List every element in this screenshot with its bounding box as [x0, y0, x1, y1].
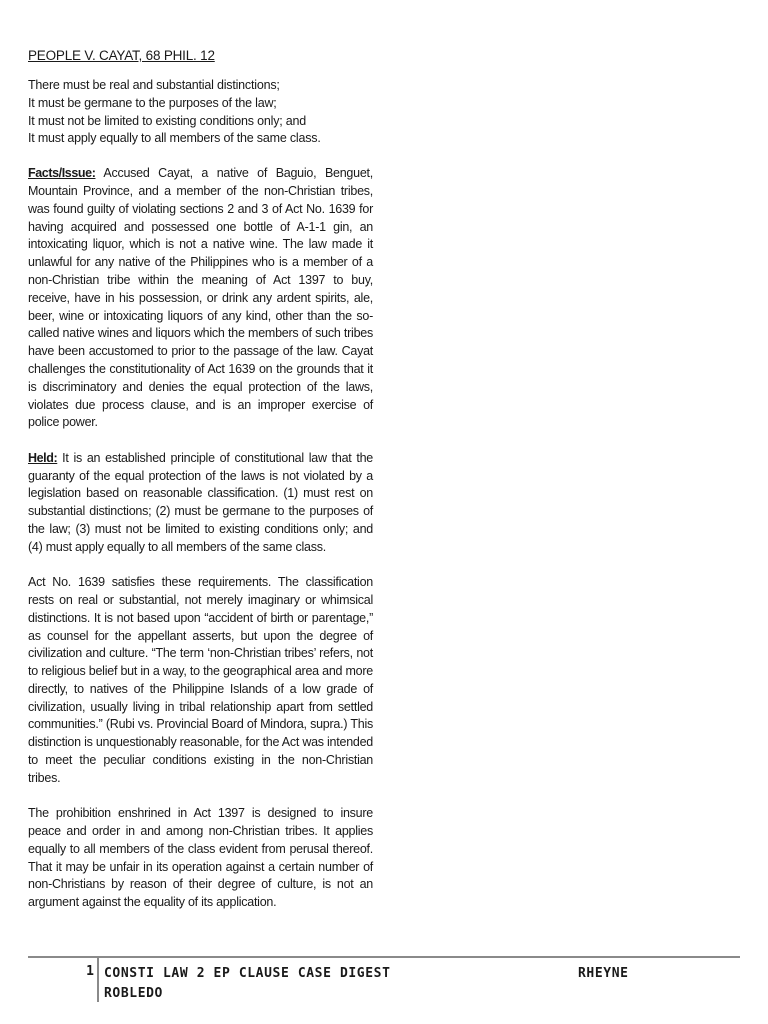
- footer-course: CONSTI LAW 2 EP CLAUSE CASE DIGEST: [104, 966, 391, 981]
- held-label: Held:: [28, 450, 58, 465]
- held-paragraph: [28, 450, 373, 557]
- act-paragraph: Act No. 1639 satisfies these requirements. The classification rests on real or substantial, not merely imaginary or whimsical distinctions. It is not based upon “accident of birth or parentage,” as counsel for the appellant asserts, but upon the degree of civilization and culture. “The term ‘non-Christian tribes’ refers, not to religious belief but in a way, to the geographical area and more directly, to natives of the Philippine Islands of a low grade of civilization, usually living in tribal relationship apart from settled communities.” (Rubi vs. Provincial Board of Mindora, supra.) This distinction is unquestionably reasonable, for the Act was intended to meet the peculiar conditions existing in the non-Christian tribes.: [28, 575, 373, 785]
- footer-divider: [97, 958, 99, 1002]
- footer-author-first: RHEYNE: [578, 966, 629, 981]
- footer-text: [104, 964, 724, 1001]
- facts-paragraph: [28, 165, 373, 432]
- footer-author-last: ROBLEDO: [104, 986, 163, 1001]
- requirement-item: It must be germane to the purposes of the law;: [28, 95, 277, 110]
- requirement-item: There must be real and substantial distinctions;: [28, 78, 280, 92]
- facts-label: Facts/Issue:: [28, 166, 96, 181]
- requirement-item: It must not be limited to existing conditions only; and: [28, 113, 307, 128]
- case-title: PEOPLE V. CAYAT, 68 PHIL. 12: [28, 48, 215, 63]
- requirements-list: [28, 77, 373, 148]
- page-footer: [28, 956, 740, 1001]
- requirement-item: It must apply equally to all members of the same class.: [28, 131, 321, 146]
- document-page: [28, 48, 373, 930]
- held-text: It is an established principle of constitutional law that the guaranty of the equal protection of the laws is not violated by a legislation based on reasonable classification. (1) must rest on substantial distinctions; (2) must be germane to the purposes of the law; (3) must not be limited to existing conditions only; and (4) must apply equally to all members of the same class.: [28, 450, 373, 554]
- page-number: 1: [86, 964, 94, 979]
- facts-text: Accused Cayat, a native of Baguio, Benguet, Mountain Province, and a member of the non-Christian tribes, was found guilty of violating sections 2 and 3 of Act No. 1639 for having acquired and possessed one bottle of A-1-1 gin, an intoxicating liquor, which is not a native wine. The law made it unlawful for any native of the Philippines who is a member of a non-Christian tribe within the meaning of Act 1397 to buy, receive, have in his possession, or drink any ardent spirits, ale, beer, wine or intoxicating liquors of any kind, other than the so-called native wines and liquors which the members of such tribes have been accustomed to prior to the passage of the law. Cayat challenges the constitutionality of Act 1639 on the grounds that it is discriminatory and denies the equal protection of the laws, violates due process clause, and is an improper exercise of police power.: [28, 166, 373, 430]
- prohibition-paragraph: The prohibition enshrined in Act 1397 is designed to insure peace and order in and among non-Christian tribes. It applies equally to all members of the class evident from perusal thereof. That it may be unfair in its operation against a certain number of non-Christians by reason of their degree of culture, is not an argument against the equality of its application.: [28, 806, 373, 910]
